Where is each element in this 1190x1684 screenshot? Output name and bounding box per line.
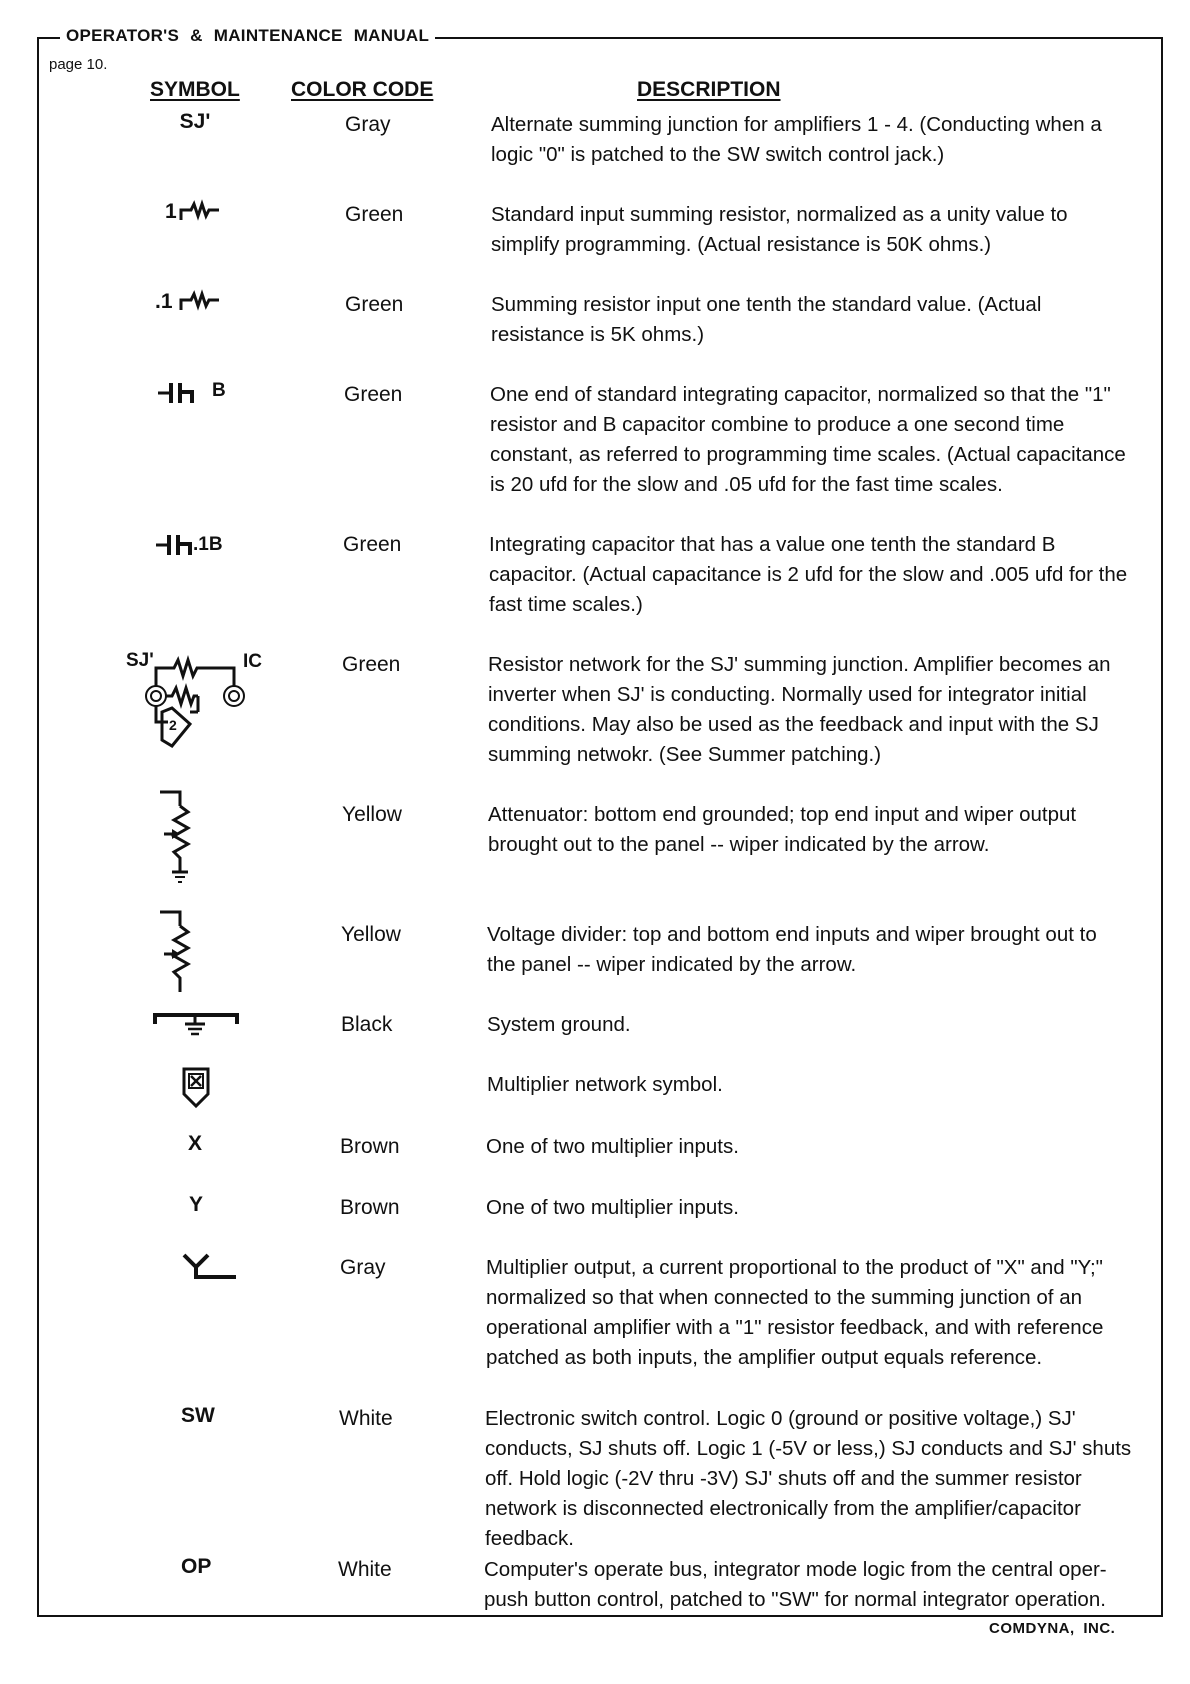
page-number: page 10. — [49, 56, 108, 73]
description: Computer's operate bus, integrator mode logic from the central oper-push button control, patched to "SW" for normal integrator operation. — [484, 1558, 1107, 1611]
symbol-cell — [188, 1132, 202, 1156]
color-code: Gray — [340, 1256, 386, 1279]
color-code: White — [338, 1558, 392, 1581]
column-header-color-code: COLOR CODE — [291, 78, 434, 101]
resistor-icon — [179, 294, 223, 314]
color-code: Green — [342, 653, 401, 676]
resistor-icon — [179, 204, 223, 224]
symbol-cell — [181, 1555, 211, 1579]
symbol-cell — [189, 1193, 203, 1217]
symbol-op: OP — [181, 1555, 212, 1578]
symbol-capacitor-label: .1B — [193, 534, 223, 555]
color-code: Black — [341, 1013, 393, 1036]
attenuator-icon — [160, 788, 220, 888]
description: Alternate summing junction for amplifiers 1 - 4. (Conducting when a logic "0" is patched to the SW switch control jack.) — [491, 113, 1102, 166]
symbol-cell — [155, 290, 173, 314]
description: Attenuator: bottom end grounded; top end input and wiper output brought out to the panel -- wiper indicated by the arrow. — [488, 803, 1077, 856]
color-code: Green — [345, 293, 404, 316]
company-footer: COMDYNA, INC. — [985, 1620, 1119, 1637]
symbol-capacitor-label: B — [212, 380, 226, 401]
symbol-cell — [150, 110, 240, 134]
description: Standard input summing resistor, normalized as a unity value to simplify programming. (Actual resistance is 50K ohms.) — [491, 203, 1068, 256]
symbol-x: X — [188, 1132, 203, 1155]
description: Integrating capacitor that has a value one tenth the standard B capacitor. (Actual capacitance is 2 ufd for the slow and .005 ufd for the fast time scales.) — [489, 533, 1128, 616]
description: Voltage divider: top and bottom end inputs and wiper brought out to the panel -- wiper indicated by the arrow. — [487, 923, 1097, 976]
resistor-network-icon — [126, 650, 266, 770]
description: Summing resistor input one tenth the standard value. (Actual resistance is 5K ohms.) — [491, 293, 1042, 346]
manual-title: OPERATOR'S & MAINTENANCE MANUAL — [60, 26, 435, 46]
symbol-cell — [181, 1404, 215, 1428]
description: Electronic switch control. Logic 0 (ground or positive voltage,) SJ' conducts, SJ shuts off. Logic 1 (-5V or less,) SJ conducts and SJ' shuts off. Hold logic (-2V thru -3V) SJ' shuts off and the summer resistor network is disconnected electronically from the amplifier/capacitor feedback. — [485, 1407, 1132, 1550]
multiplier-output-icon — [182, 1253, 242, 1283]
description: One of two multiplier inputs. — [486, 1196, 739, 1219]
description: One of two multiplier inputs. — [486, 1135, 739, 1158]
color-code: Yellow — [342, 803, 402, 826]
symbol-ic-label: IC — [243, 651, 262, 672]
column-header-description: DESCRIPTION — [637, 78, 781, 101]
voltage-divider-icon — [160, 908, 220, 998]
color-code: Brown — [340, 1135, 400, 1158]
symbol-sj-prime: SJ' — [179, 110, 211, 133]
column-header-symbol: SYMBOL — [150, 78, 240, 101]
description: Resistor network for the SJ' summing junction. Amplifier becomes an inverter when SJ' is conducting. Normally used for integrator initial conditions. May also be used as the feedback and input with the SJ summing netwokr. (See Summer patching.) — [488, 653, 1111, 766]
symbol-cell — [165, 200, 177, 224]
description: Multiplier output, a current proportional to the product of "X" and "Y;" normalized so that when connected to the summing junction of an operational amplifier with a "1" resistor feedback, and with reference patched as both inputs, the amplifier output equals reference. — [486, 1256, 1104, 1369]
description: Multiplier network symbol. — [487, 1073, 723, 1096]
color-code: Green — [343, 533, 402, 556]
multiplier-network-icon — [180, 1066, 216, 1110]
capacitor-icon — [156, 535, 196, 557]
symbol-resistor-label: 1 — [165, 200, 177, 223]
color-code: White — [339, 1407, 393, 1430]
color-code: Yellow — [341, 923, 401, 946]
color-code: Gray — [345, 113, 391, 136]
symbol-y: Y — [189, 1193, 204, 1216]
capacitor-icon — [158, 383, 198, 405]
symbol-sj-prime-label: SJ' — [126, 650, 154, 671]
color-code: Brown — [340, 1196, 400, 1219]
symbol-network-number: 2 — [169, 717, 177, 733]
ground-icon — [153, 1010, 243, 1040]
description: System ground. — [487, 1013, 631, 1036]
description: One end of standard integrating capacitor, normalized so that the "1" resistor and B capacitor combine to produce a one second time constant, as referred to programming time scales. (Actual capacitance is 20 ufd for the slow and .05 ufd for the fast time scales. — [490, 383, 1126, 496]
symbol-sw: SW — [181, 1404, 215, 1427]
symbol-cell — [126, 650, 266, 770]
color-code: Green — [345, 203, 404, 226]
symbol-resistor-label: .1 — [155, 290, 173, 313]
color-code: Green — [344, 383, 403, 406]
